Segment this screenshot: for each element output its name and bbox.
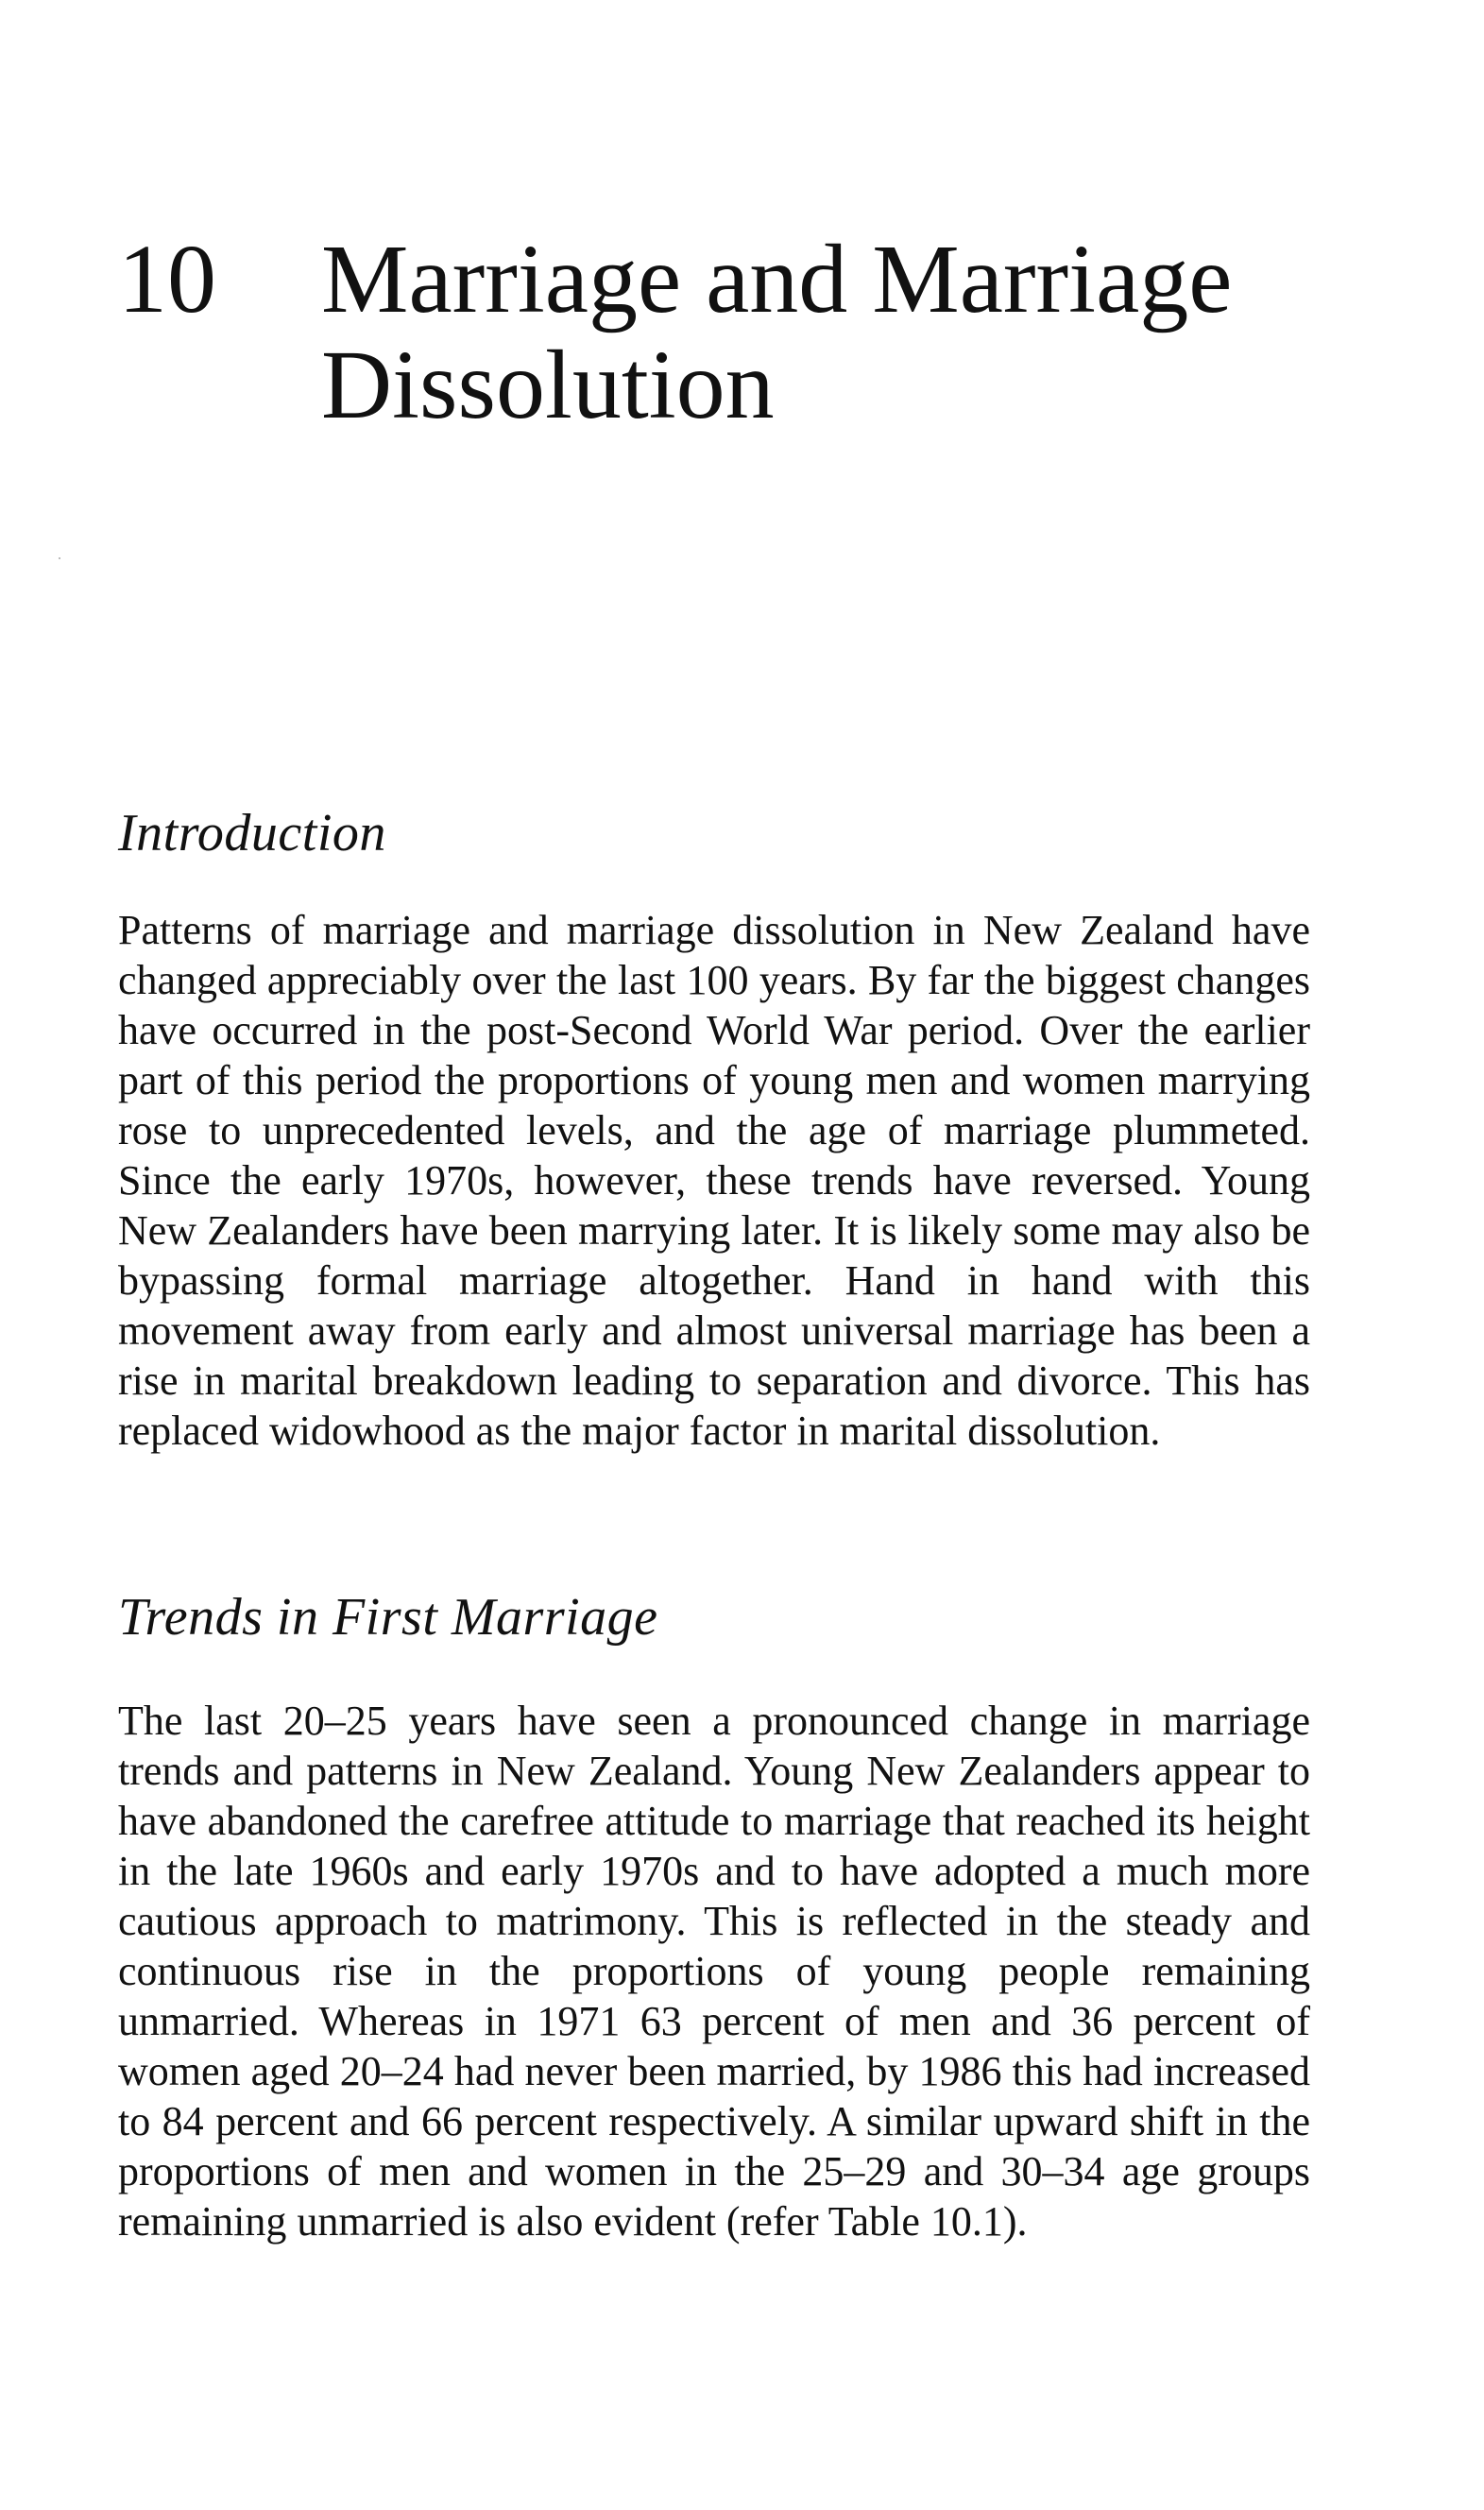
scan-speck — [59, 557, 60, 559]
introduction-heading: Introduction — [118, 804, 386, 862]
chapter-number: 10 — [118, 225, 216, 333]
chapter-title: Marriage and Marriage Dissolution — [321, 225, 1233, 439]
trends-heading: Trends in First Marriage — [118, 1588, 658, 1647]
trends-paragraph: The last 20–25 years have seen a pronounced change in marriage trends and patterns in New Zealand. Young New Zealanders appear to have abandoned the carefree attitude to marriage that reached its height in the late 1960s and early 1970s and to have adopted a much more cautious approach to matrimony. This is reflected in the steady and continuous rise in the proportions of young people remaining unmarried. Whereas in 1971 63 percent of men and 36 percent of women aged 20–24 had never been married, by 1986 this had increased to 84 percent and 66 percent respectively. A similar upward shift in the proportions of men and women in the 25–29 and 30–34 age groups remaining unmarried is also evident (refer Table 10.1). — [118, 1698, 1310, 2245]
introduction-paragraph: Patterns of marriage and marriage dissolution in New Zealand have changed appreciably over the last 100 years. By far the biggest changes have occurred in the post-Second World War period. Over the earlier part of this period the proportions of young men and women marrying rose to unprecedented levels, and the age of marriage plummeted. Since the early 1970s, however, these trends have reversed. Young New Zealanders have been marrying later. It is likely some may also be bypassing formal marriage altogether. Hand in hand with this movement away from early and almost universal marriage has been a rise in marital breakdown leading to separation and divorce. This has replaced widowhood as the major factor in marital dissolution. — [118, 907, 1310, 1454]
